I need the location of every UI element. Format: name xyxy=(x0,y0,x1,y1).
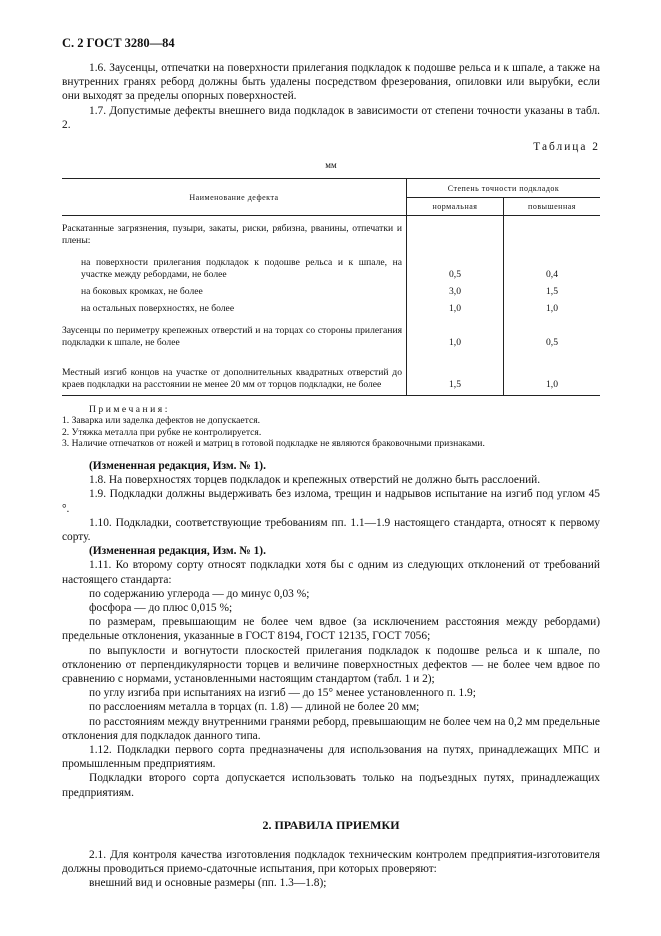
paragraph-1-12: 1.12. Подкладки первого сорта предназначены для использования на путях, принадлежащих МПС и промышленным предприятиям. xyxy=(62,744,600,771)
list-item: по расслоениям металла в торцах (п. 1.8) — длиной не более 20 мм; xyxy=(89,701,420,714)
table-row xyxy=(62,247,600,281)
value-high: 0,4 xyxy=(546,268,558,280)
paragraph-1-8: 1.8. На поверхностях торцев подкладок и крепежных отверстий не должно быть расслоений. xyxy=(89,474,541,487)
table-caption: Таблица 2 xyxy=(533,141,600,154)
section-heading: 2. ПРАВИЛА ПРИЕМКИ xyxy=(262,817,400,832)
list-item: фосфора — до плюс 0,015 %; xyxy=(89,602,233,615)
table-row xyxy=(62,281,600,298)
col-header-grade: Степень точности подкладок xyxy=(407,179,601,198)
value-normal xyxy=(407,222,504,247)
document-body xyxy=(62,61,600,891)
page-header: С. 2 ГОСТ 3280—84 xyxy=(62,36,175,50)
defect-name: Местный изгиб концов на участке от дополнительных квадратных отверстий до краев подкладки на расстоянии не менее 20 мм от торцов подкладки, не более xyxy=(62,349,407,395)
paragraph-2-1: 2.1. Для контроля качества изготовления подкладок техническим контролем предприятия-изготовителя должны проводиться приемо-сдаточные испытания, при которых проверяют: xyxy=(62,849,600,876)
col-header-defect-name: Наименование дефекта xyxy=(62,179,407,216)
edit-note-1: (Измененная редакция, Изм. № 1). xyxy=(89,459,266,472)
value-normal: 3,0 xyxy=(407,281,504,298)
list-item: внешний вид и основные размеры (пп. 1.3—1.8); xyxy=(89,877,327,890)
table-units: мм xyxy=(325,160,337,171)
table-notes xyxy=(62,404,600,450)
value-high: 1,0 xyxy=(504,349,601,395)
note-item: 3. Наличие отпечатков от ножей и матриц в готовой подкладке не являются браковочными признаками. xyxy=(62,438,485,450)
defect-name: Заусенцы по периметру крепежных отверстий и на торцах со стороны прилегания подкладки к шпале, не более xyxy=(62,315,407,349)
value-normal: 1,5 xyxy=(407,349,504,395)
note-item: 2. Утяжка металла при рубке не контролируется. xyxy=(62,426,262,438)
value-normal: 1,0 xyxy=(407,298,504,315)
defect-name: Раскатанные загрязнения, пузыри, закаты, риски, рябизна, рванины, отпечатки и плены: xyxy=(62,222,407,247)
value-high: 1,0 xyxy=(546,302,558,314)
edit-note-2: (Измененная редакция, Изм. № 1). xyxy=(89,545,266,558)
value-normal: 0,5 xyxy=(407,247,504,281)
notes-title: Примечания: xyxy=(89,403,170,415)
col-header-normal: нормальная xyxy=(407,198,504,216)
table-row xyxy=(62,349,600,395)
paragraph-1-9: 1.9. Подкладки должны выдерживать без излома, трещин и надрывов испытание на изгиб под углом 45 °. xyxy=(62,488,600,515)
defect-name: на боковых кромках, не более xyxy=(62,281,407,298)
list-item: по содержанию углерода — до минус 0,03 %; xyxy=(89,587,310,600)
defect-name: на поверхности прилегания подкладок к подошве рельса и к шпале, на участке между ребордами, не более xyxy=(62,247,407,281)
defects-table xyxy=(62,178,600,395)
paragraph-1-7: 1.7. Допустимые дефекты внешнего вида подкладок в зависимости от степени точности указаны в табл. 2. xyxy=(62,104,600,131)
list-item: по расстояниям между внутренними гранями реборд, превышающим не более чем на 0,2 мм предельные отклонения для подкладок данного типа. xyxy=(62,715,600,742)
paragraph-1-6: 1.6. Заусенцы, отпечатки на поверхности прилегания подкладок к подошве рельса и к шпале, а также на внутренних гранях реборд должны быть удалены посредством фрезерования, опиловки или вырубки, если они выходят за пределы опорных поверхностей. xyxy=(62,62,600,103)
paragraph-1-11: 1.11. Ко второму сорту относят подкладки хотя бы с одним из следующих отклонений от требований настоящего стандарта: xyxy=(62,559,600,586)
paragraph-1-10: 1.10. Подкладки, соответствующие требованиям пп. 1.1—1.9 настоящего стандарта, относят к первому сорту. xyxy=(62,516,600,543)
value-normal: 1,0 xyxy=(407,315,504,349)
list-item: по размерам, превышающим не более чем вдвое (за исключением расстояния между ребордами) предельные отклонения, указанные в ГОСТ 8194, ГОСТ 12135, ГОСТ 7056; xyxy=(62,616,600,643)
list-item: по выпуклости и вогнутости плоскостей прилегания подкладок к подошве рельса и к шпале, по отклонению от перпендикулярности торцев и величине поверхностных дефектов — не более чем вдвое по сравнению с нормами, установленными настоящим стандартом (табл. 1 и 2); xyxy=(62,644,600,686)
defect-name: на остальных поверхностях, не более xyxy=(62,298,407,315)
col-header-high: повышенная xyxy=(528,202,576,212)
list-item: по углу изгиба при испытаниях на изгиб — до 15° менее установленного п. 1.9; xyxy=(89,687,476,700)
paragraph-1-12-second-grade: Подкладки второго сорта допускается использовать только на подъездных путях, принадлежащих предприятиям. xyxy=(62,772,600,799)
value-high xyxy=(504,222,601,247)
table-row xyxy=(62,298,600,315)
table-row xyxy=(62,222,600,247)
table-row xyxy=(62,315,600,349)
note-item: 1. Заварка или заделка дефектов не допускается. xyxy=(62,415,261,427)
value-high: 0,5 xyxy=(546,336,558,348)
value-high: 1,5 xyxy=(546,285,558,297)
